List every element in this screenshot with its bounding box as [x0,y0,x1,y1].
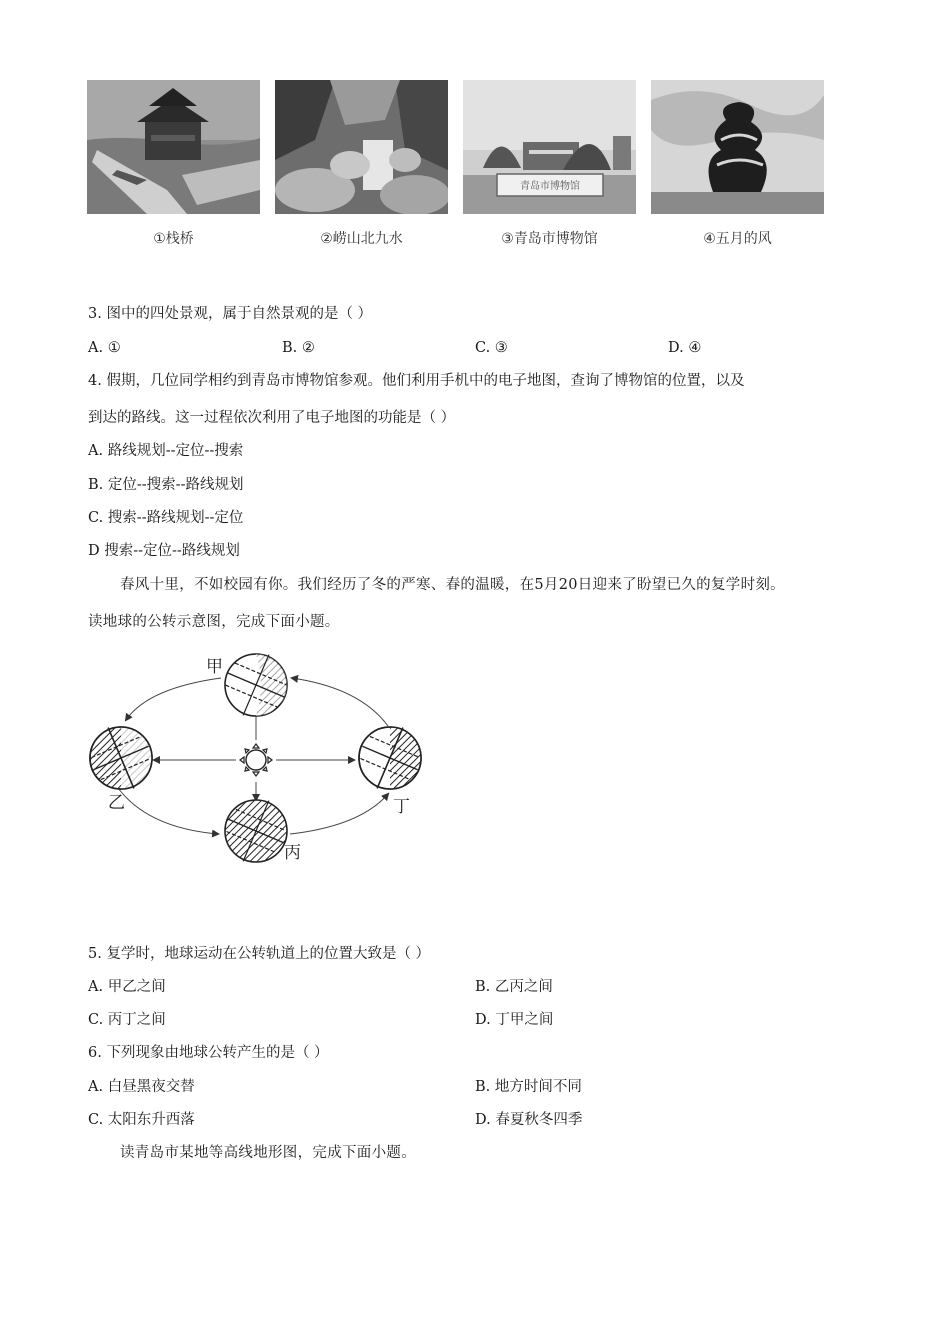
museum-sign-text: 青岛市博物馆 [520,181,580,192]
orbit-arc-ding-jia [292,678,388,726]
orbit-arc-bing-ding [290,794,388,834]
q3-option-c[interactable]: C. ③ [475,340,508,356]
q5-option-d[interactable]: D. 丁甲之间 [475,1012,554,1028]
earth-jia [215,648,298,727]
q4-option-a[interactable]: A. 路线规划--定位--搜索 [88,443,244,459]
label-bing: 丙 [284,843,301,863]
q4-option-b[interactable]: B. 定位--搜索--路线规划 [88,477,244,493]
photo-waterfall [275,80,448,214]
photo-caption-4: ④五月的风 [703,231,772,247]
photo-caption-2: ②崂山北九水 [320,231,403,247]
orbit-arc-jia-yi [126,678,221,720]
q4-option-d[interactable]: D 搜索--定位--路线规划 [88,543,240,559]
q6-option-c[interactable]: C. 太阳东升西落 [88,1112,195,1128]
q3-option-d[interactable]: D. ④ [668,340,702,356]
q4-stem-line1: 4. 假期，几位同学相约到青岛市博物馆参观。他们利用手机中的电子地图，查询了博物馆的位置，以及 [88,373,745,389]
photo-caption-1: ①栈桥 [153,231,194,247]
earth-yi [88,716,162,800]
q5-option-b[interactable]: B. 乙丙之间 [475,979,553,995]
sun-icon [240,744,272,776]
earth-orbit-diagram [88,648,428,868]
q3-stem: 3. 图中的四处景观，属于自然景观的是（ ） [88,306,373,322]
q3-option-a[interactable]: A. ① [88,340,121,356]
intro1-line1: 春风十里，不如校园有你。我们经历了冬的严寒、春的温暖，在5月20日迎来了盼望已久的复学时刻。 [120,577,785,593]
q5-stem: 5. 复学时，地球运动在公转轨道上的位置大致是（ ） [88,946,431,962]
q6-option-d[interactable]: D. 春夏秋冬四季 [475,1112,583,1128]
q3-option-b[interactable]: B. ② [282,340,315,356]
label-yi: 乙 [108,793,125,813]
intro2: 读青岛市某地等高线地形图，完成下面小题。 [120,1145,416,1161]
q6-option-b[interactable]: B. 地方时间不同 [475,1079,582,1095]
q6-option-a[interactable]: A. 白昼黑夜交替 [88,1079,195,1095]
photo-caption-3: ③青岛市博物馆 [501,231,598,247]
earth-ding [349,716,428,800]
orbit-arc-yi-bing [118,788,218,834]
photo-sculpture [651,80,824,214]
q4-stem-line2: 到达的路线。这一过程依次利用了电子地图的功能是（ ） [88,410,456,426]
q5-option-c[interactable]: C. 丙丁之间 [88,1012,166,1028]
label-jia: 甲 [206,657,223,677]
q5-option-a[interactable]: A. 甲乙之间 [88,979,166,995]
intro1-line2: 读地球的公转示意图，完成下面小题。 [88,614,340,630]
photo-museum [463,80,636,214]
label-ding: 丁 [393,797,410,817]
photo-pier [87,80,260,214]
q4-option-c[interactable]: C. 搜索--路线规划--定位 [88,510,244,526]
q6-stem: 6. 下列现象由地球公转产生的是（ ） [88,1045,329,1061]
